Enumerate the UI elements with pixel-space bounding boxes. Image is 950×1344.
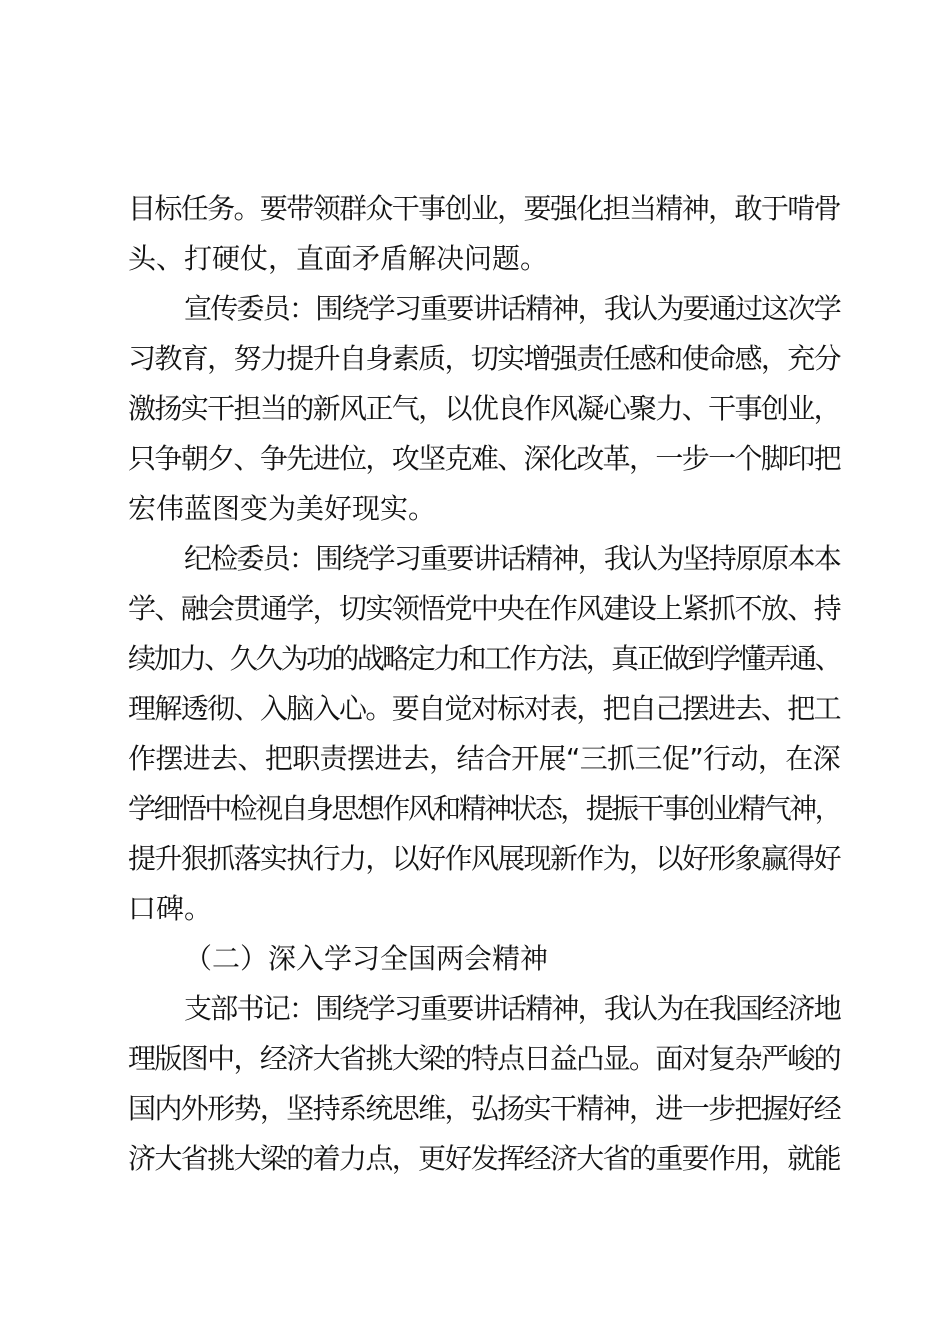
section-heading-two-sessions	[128, 934, 840, 984]
paragraph-discipline-member	[128, 534, 840, 934]
text-line: 济大省挑大梁的着力点，更好发挥经济大省的重要作用，就能	[128, 1142, 841, 1175]
text-line: 头、打硬仗，直面矛盾解决问题。	[128, 242, 549, 275]
text-line: 续加力、久久为功的战略定力和工作方法，真正做到学懂弄通、	[128, 642, 841, 675]
text-line: 学细悟中检视自身思想作风和精神状态，提振干事创业精气神，	[128, 792, 841, 825]
text-line: 激扬实干担当的新风正气，以优良作风凝心聚力、干事创业，	[128, 392, 841, 425]
text-line: 提升狠抓落实执行力，以好作风展现新作为，以好形象赢得好	[128, 842, 841, 875]
text-line: 学、融会贯通学，切实领悟党中央在作风建设上紧抓不放、持	[128, 592, 841, 625]
text-line: 理版图中，经济大省挑大梁的特点日益凸显。面对复杂严峻的	[128, 1042, 841, 1075]
text-line: 宏伟蓝图变为美好现实。	[128, 492, 437, 525]
paragraph-task-continuation	[128, 184, 840, 284]
text-line: 习教育，努力提升自身素质，切实增强责任感和使命感，充分	[128, 342, 841, 375]
paragraph-publicity-member	[128, 284, 840, 534]
section-heading-text: （二）深入学习全国两会精神	[184, 942, 549, 975]
text-line: 纪检委员：围绕学习重要讲话精神，我认为坚持原原本本	[184, 542, 841, 575]
paragraph-branch-secretary	[128, 984, 840, 1184]
text-line: 支部书记：围绕学习重要讲话精神，我认为在我国经济地	[184, 992, 841, 1025]
text-line: 口碑。	[128, 892, 213, 925]
text-line: 只争朝夕、争先进位，攻坚克难、深化改革，一步一个脚印把	[128, 442, 841, 475]
text-line: 宣传委员：围绕学习重要讲话精神，我认为要通过这次学	[184, 292, 841, 325]
document-body	[128, 184, 840, 1184]
text-line: 国内外形势，坚持系统思维，弘扬实干精神，进一步把握好经	[128, 1092, 841, 1125]
text-line: 理解透彻、入脑入心。要自觉对标对表，把自己摆进去、把工	[128, 692, 841, 725]
text-line: 作摆进去、把职责摆进去，结合开展“三抓三促”行动，在深	[128, 742, 841, 775]
text-line: 目标任务。要带领群众干事创业，要强化担当精神，敢于啃骨	[128, 192, 841, 225]
